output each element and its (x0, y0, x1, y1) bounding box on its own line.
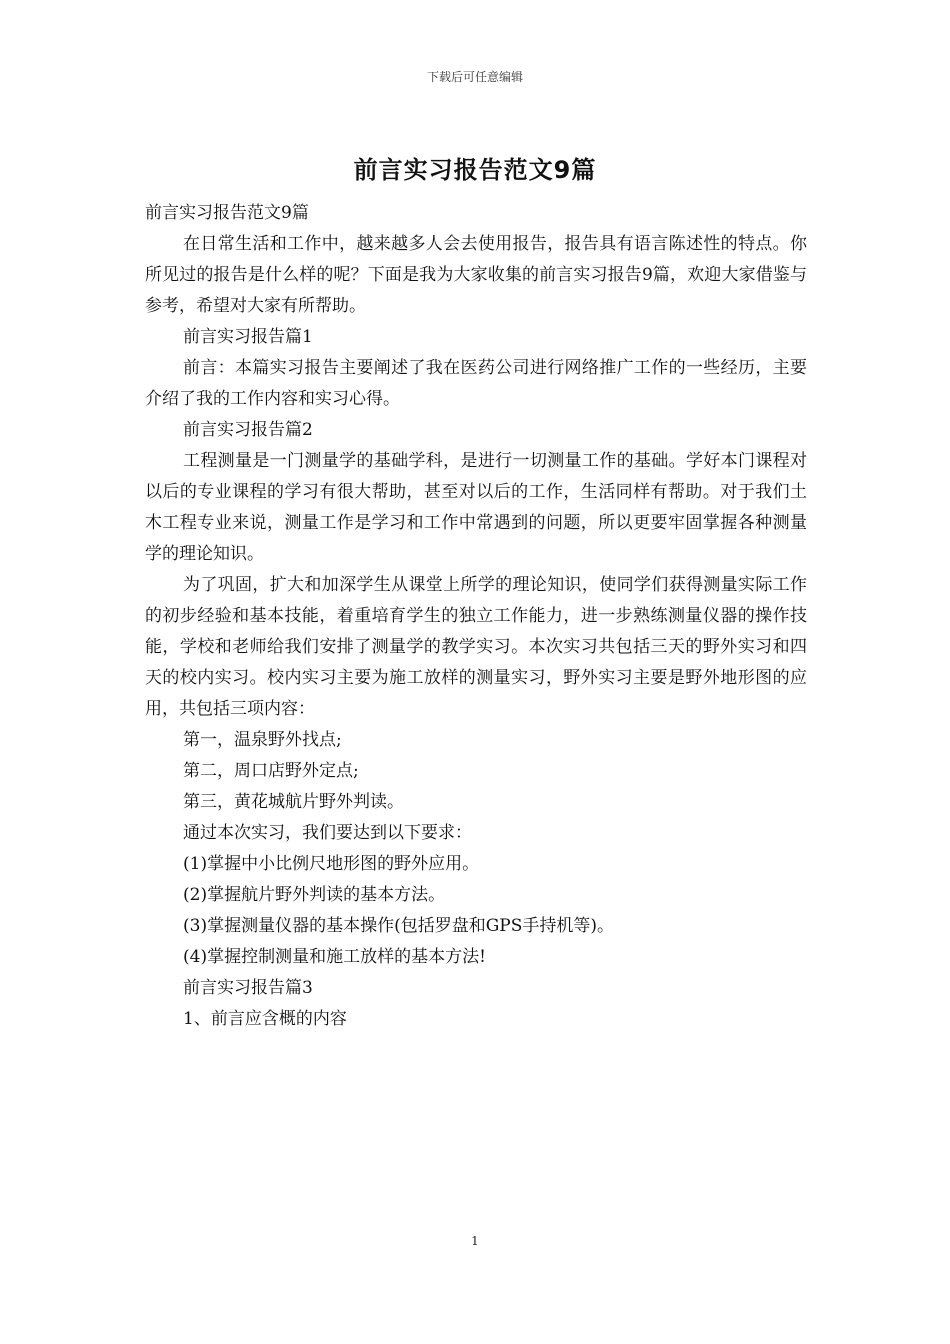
list-item: (1)掌握中小比例尺地形图的野外应用。 (183, 854, 480, 874)
section-heading-1: 前言实习报告篇1 (183, 327, 313, 347)
page-header-note: 下载后可任意编辑 (426, 70, 523, 84)
subtitle-paragraph: 前言实习报告范文9篇 (145, 203, 309, 223)
section-heading-3: 前言实习报告篇3 (183, 978, 313, 998)
body-paragraph: 工程测量是一门测量学的基础学科，是进行一切测量工作的基础。学好本门课程对以后的专业课程的学习有很大帮助，甚至对以后的工作，生活同样有帮助。对于我们土木工程专业来说，测量工作是学习和工作中常遇到的问题，所以更要牢固掌握各种测量学的理论知识。 (145, 451, 807, 564)
list-item: (2)掌握航片野外判读的基本方法。 (183, 885, 446, 905)
page-number: 1 (471, 1234, 479, 1248)
body-paragraph: 通过本次实习，我们要达到以下要求： (183, 823, 472, 843)
intro-paragraph: 在日常生活和工作中，越来越多人会去使用报告，报告具有语言陈述性的特点。你所见过的报告是什么样的呢？下面是我为大家收集的前言实习报告9篇，欢迎大家借鉴与参考，希望对大家有所帮助。 (145, 234, 807, 316)
document-body (145, 198, 807, 1035)
list-item: (4)掌握控制测量和施工放样的基本方法! (183, 947, 486, 967)
list-item: 第二，周口店野外定点; (183, 761, 359, 781)
list-item: 第一，温泉野外找点; (183, 730, 342, 750)
list-item: (3)掌握测量仪器的基本操作(包括罗盘和GPS手持机等)。 (183, 916, 615, 936)
list-item: 第三，黄花城航片野外判读。 (183, 792, 404, 812)
document-title: 前言实习报告范文9篇 (353, 156, 597, 184)
body-paragraph: 前言：本篇实习报告主要阐述了我在医药公司进行网络推广工作的一些经历，主要介绍了我的工作内容和实习心得。 (145, 358, 807, 409)
body-paragraph: 为了巩固，扩大和加深学生从课堂上所学的理论知识，使同学们获得测量实际工作的初步经验和基本技能，着重培育学生的独立工作能力，进一步熟练测量仪器的操作技能，学校和老师给我们安排了测量学的教学实习。本次实习共包括三天的野外实习和四天的校内实习。校内实习主要为施工放样的测量实习，野外实习主要是野外地形图的应用，共包括三项内容： (145, 575, 807, 719)
section-heading-2: 前言实习报告篇2 (183, 420, 313, 440)
body-paragraph: 1、前言应含概的内容 (183, 1009, 347, 1029)
